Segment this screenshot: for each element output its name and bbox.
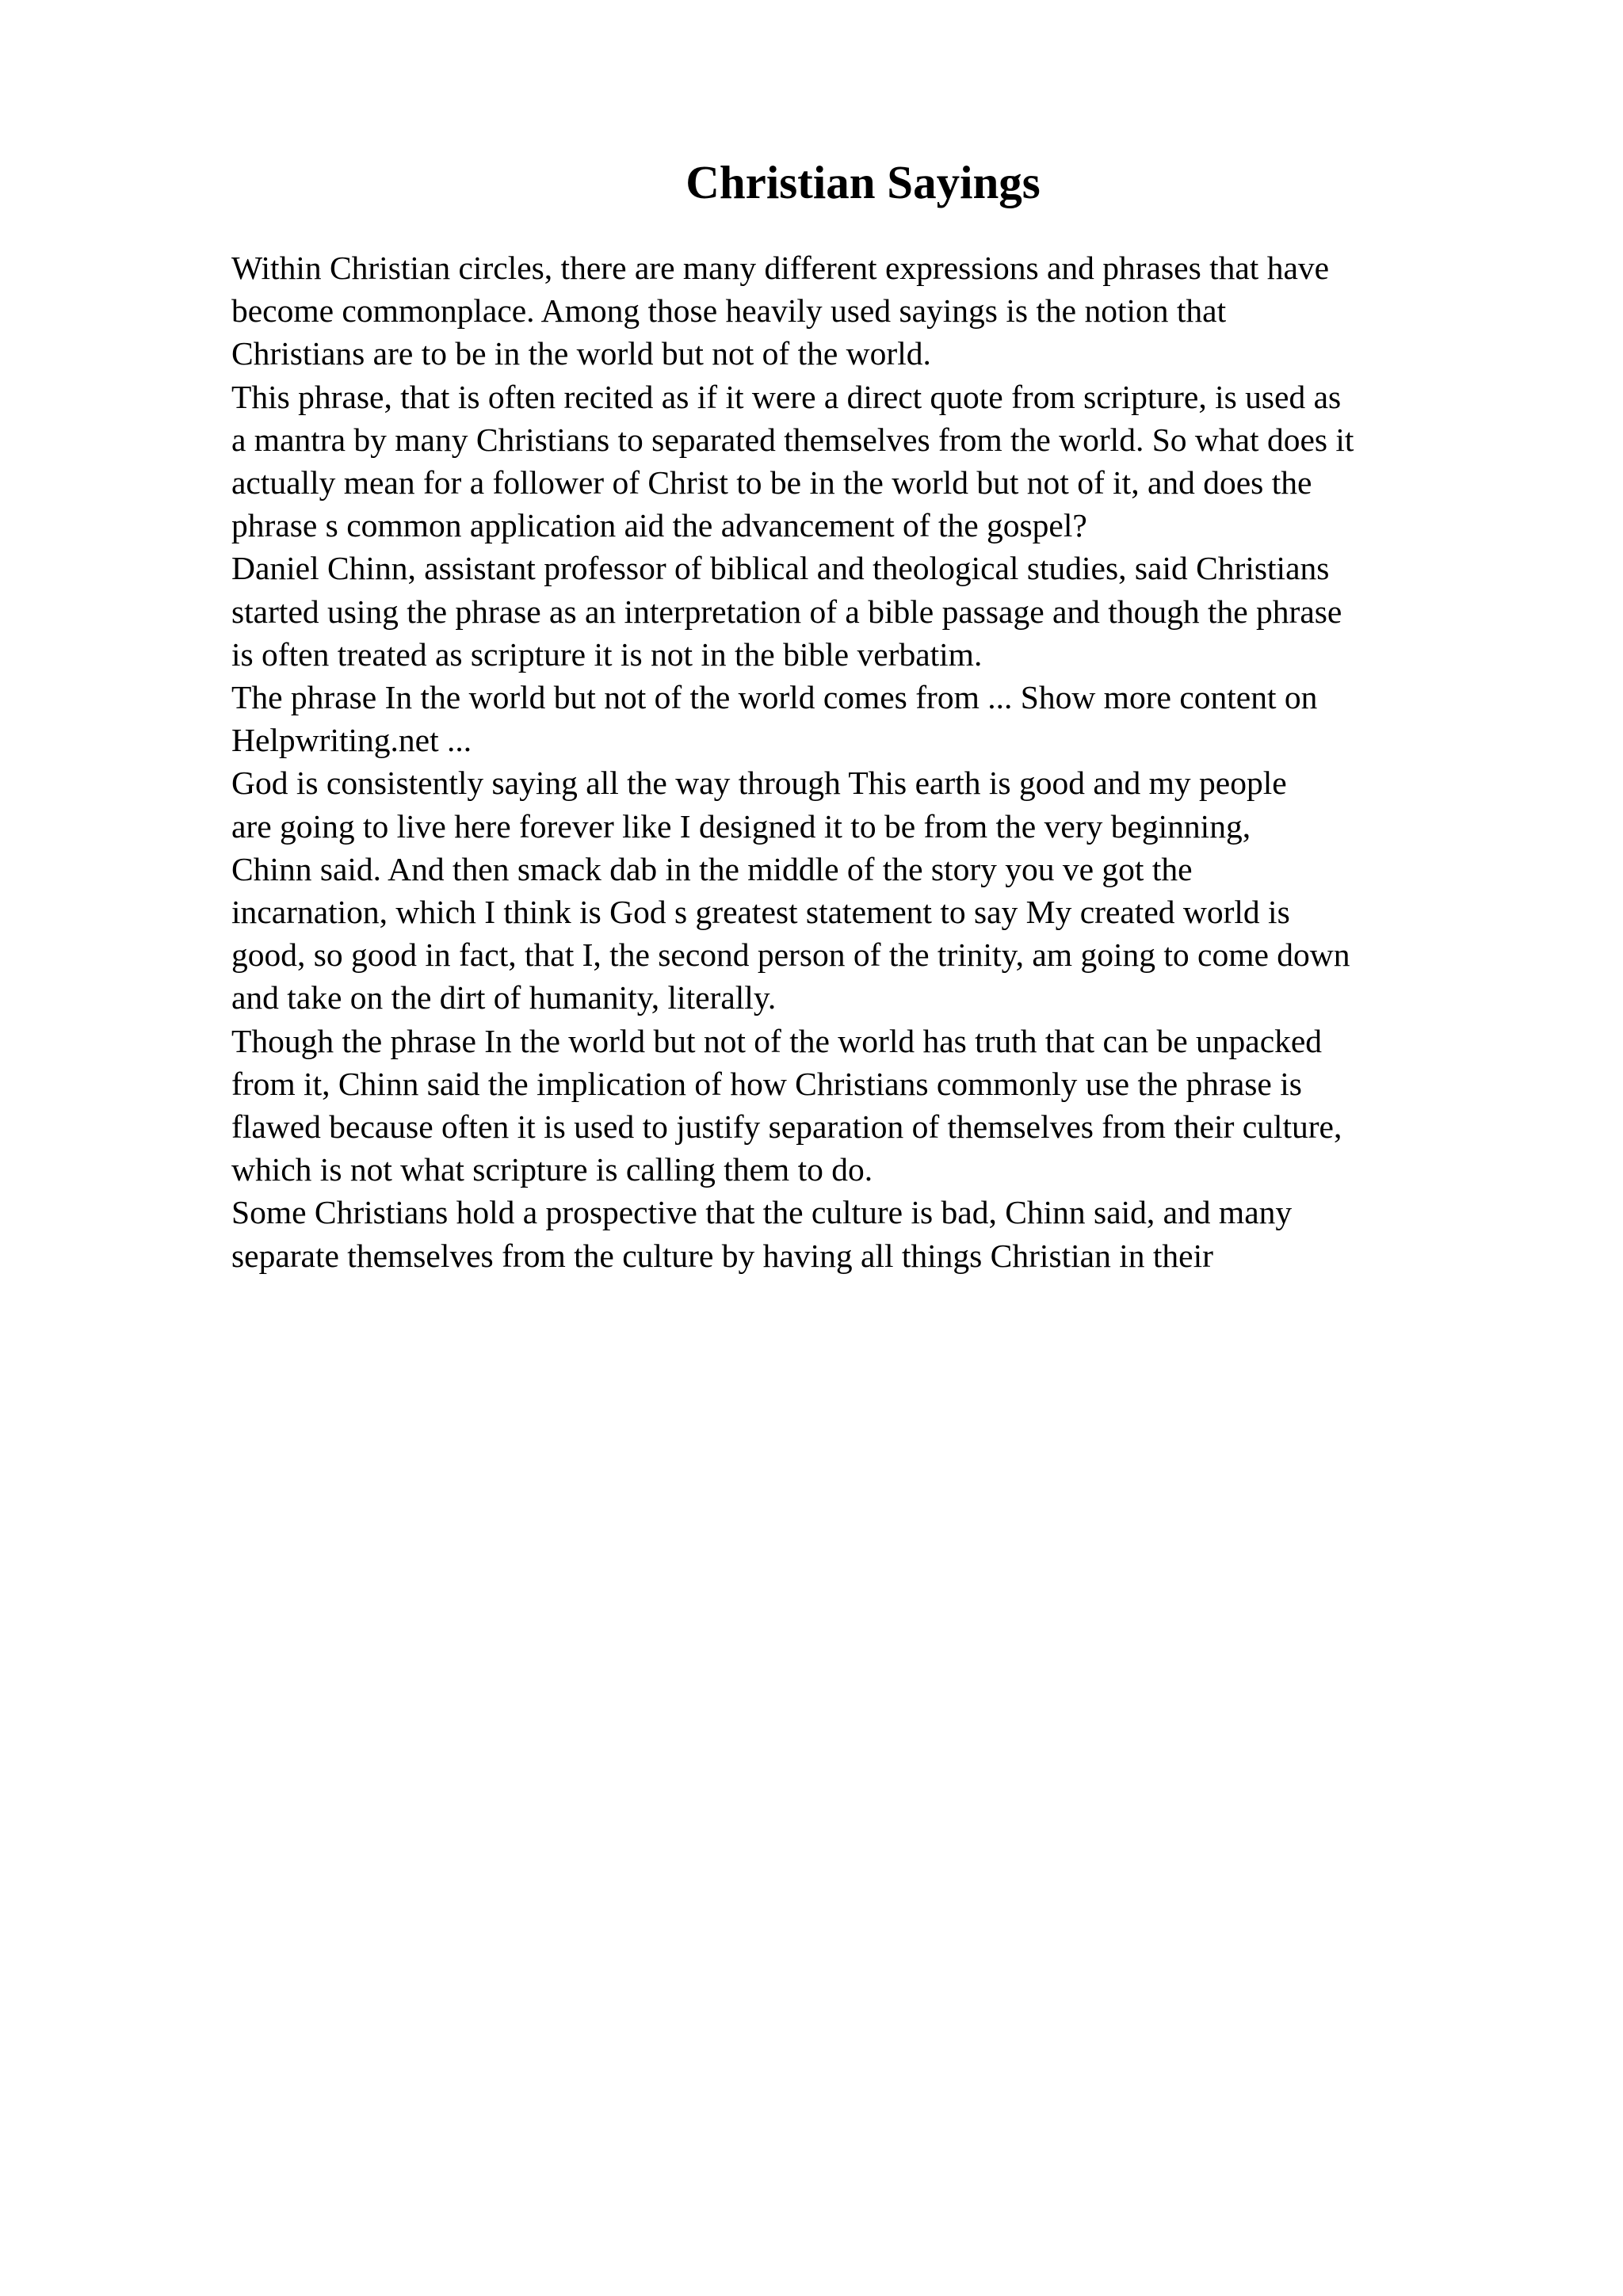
body-line: separate themselves from the culture by having all things Christian in their xyxy=(231,1237,1213,1274)
body-line: God is consistently saying all the way through This earth is good and my people xyxy=(231,765,1287,802)
body-line: Within Christian circles, there are many different expressions and phrases that have xyxy=(231,250,1330,286)
body-line: This phrase, that is often recited as if it were a direct quote from scripture, is used as xyxy=(231,378,1342,415)
body-line: is often treated as scripture it is not in the bible verbatim. xyxy=(231,635,983,673)
body-line: actually mean for a follower of Christ to be in the world but not of it, and does the xyxy=(231,464,1312,502)
body-line: Though the phrase In the world but not of the world has truth that can be unpacked xyxy=(231,1022,1323,1059)
body-line: Chinn said. And then smack dab in the middle of the story you ve got the xyxy=(231,850,1193,887)
body-line: become commonplace. Among those heavily used sayings is the notion that xyxy=(231,292,1227,330)
body-line: Some Christians hold a prospective that the culture is bad, Chinn said, and many xyxy=(231,1194,1293,1231)
body-line: Helpwriting.net ... xyxy=(231,722,472,759)
body-line: Christians are to be in the world but not of the world. xyxy=(231,335,931,372)
body-line: phrase s common application aid the advancement of the gospel? xyxy=(231,507,1087,544)
body-line: and take on the dirt of humanity, literally. xyxy=(231,979,777,1016)
body-line: started using the phrase as an interpretation of a bible passage and though the phrase xyxy=(231,593,1342,630)
body-line: flawed because often it is used to justify separation of themselves from their culture, xyxy=(231,1108,1342,1146)
body-line: from it, Chinn said the implication of how Christians commonly use the phrase is xyxy=(231,1065,1302,1102)
body-line: which is not what scripture is calling them to do. xyxy=(231,1151,873,1188)
document-title: Christian Sayings xyxy=(685,156,1041,208)
body-line: The phrase In the world but not of the world comes from ... Show more content on xyxy=(231,679,1318,716)
body-line: Daniel Chinn, assistant professor of biblical and theological studies, said Christians xyxy=(231,550,1330,587)
body-line: incarnation, which I think is God s greatest statement to say My created world is xyxy=(231,894,1290,931)
body-line: are going to live here forever like I designed it to be from the very beginning, xyxy=(231,807,1251,845)
body-line: a mantra by many Christians to separated themselves from the world. So what does it xyxy=(231,421,1354,458)
document-body xyxy=(231,246,1594,1277)
body-line: good, so good in fact, that I, the second person of the trinity, am going to come down xyxy=(231,936,1350,974)
